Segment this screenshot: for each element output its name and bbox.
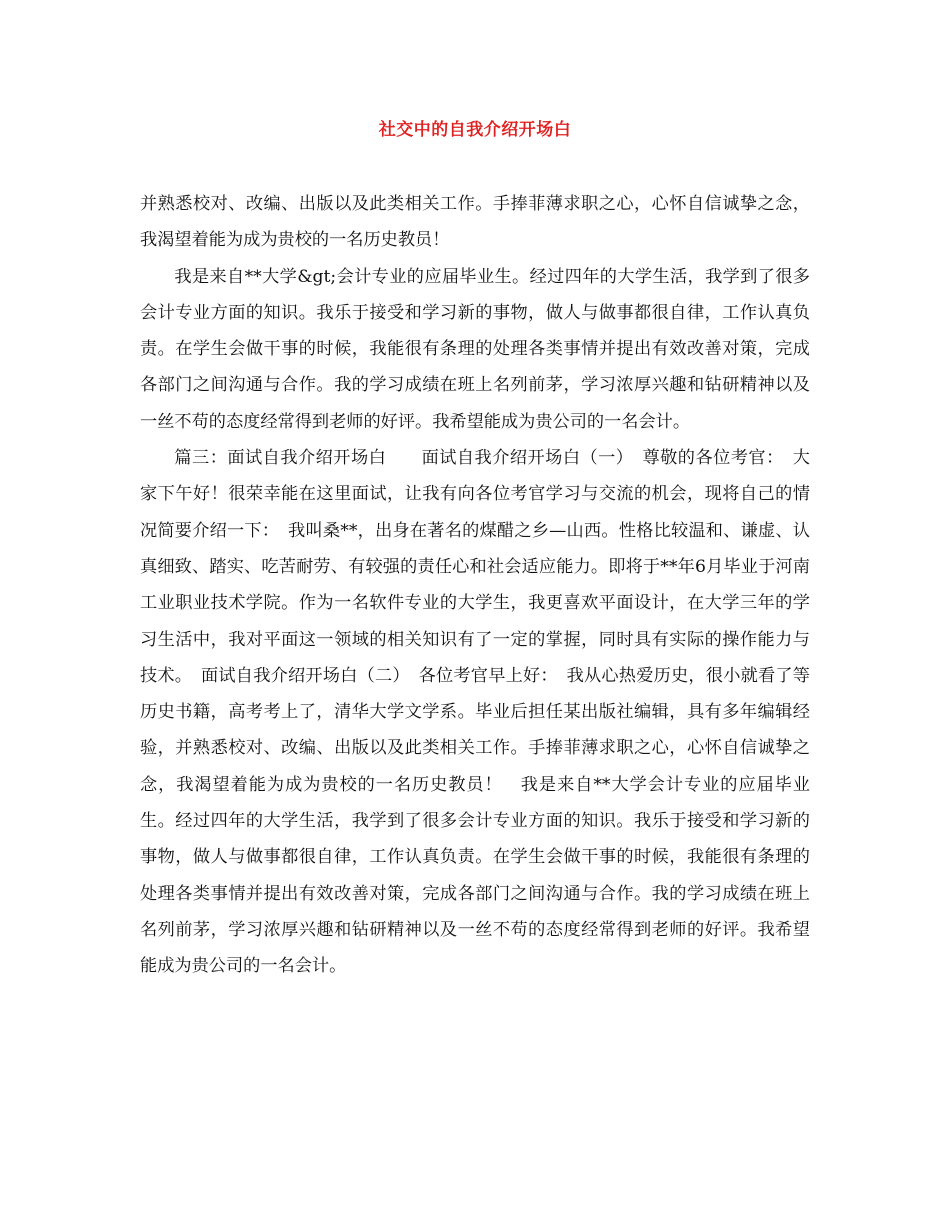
paragraph-3: 篇三：面试自我介绍开场白 面试自我介绍开场白（一） 尊敬的各位考官： 大家下午好！很荣幸能在这里面试，让我有向各位考官学习与交流的机会，现将自己的情况简要介绍一下： 我叫桑**，出身在著名的煤醋之乡—山西。性格比较温和、谦虚、认真细致、踏实、吃苦耐劳、有较强的责任心和社会适应能力。即将于**年6月毕业于河南工业职业技术学院。作为一名软件专业的大学生，我更喜欢平面设计，在大学三年的学习生活中，我对平面这一领域的相关知识有了一定的掌握，同时具有实际的操作能力与技术。 面试自我介绍开场白（二） 各位考官早上好： 我从心热爱历史，很小就看了等历史书籍，高考考上了，清华大学文学系。毕业后担任某出版社编辑，具有多年编辑经验，并熟悉校对、改编、出版以及此类相关工作。手捧菲薄求职之心，心怀自信诚挚之念，我渴望着能为成为贵校的一名历史教员！ 我是来自**大学会计专业的应届毕业生。经过四年的大学生活，我学到了很多会计专业方面的知识。我乐于接受和学习新的事物，做人与做事都很自律，工作认真负责。在学生会做干事的时候，我能很有条理的处理各类事情并提出有效改善对策，完成各部门之间沟通与合作。我的学习成绩在班上名列前茅，学习浓厚兴趣和钻研精神以及一丝不苟的态度经常得到老师的好评。我希望能成为贵公司的一名会计。 bbox=[140, 448, 810, 977]
paragraph-1: 并熟悉校对、改编、出版以及此类相关工作。手捧菲薄求职之心，心怀自信诚挚之念，我渴望着能为成为贵校的一名历史教员！ bbox=[140, 194, 810, 251]
document-title: 社交中的自我介绍开场白 bbox=[378, 120, 572, 140]
document-page bbox=[140, 118, 810, 985]
document-body bbox=[140, 186, 810, 985]
paragraph-2: 我是来自**大学&gt;会计专业的应届毕业生。经过四年的大学生活，我学到了很多会计专业方面的知识。我乐于接受和学习新的事物，做人与做事都很自律，工作认真负责。在学生会做干事的时候，我能很有条理的处理各类事情并提出有效改善对策，完成各部门之间沟通与合作。我的学习成绩在班上名列前茅，学习浓厚兴趣和钻研精神以及一丝不苟的态度经常得到老师的好评。我希望能成为贵公司的一名会计。 bbox=[140, 266, 810, 432]
